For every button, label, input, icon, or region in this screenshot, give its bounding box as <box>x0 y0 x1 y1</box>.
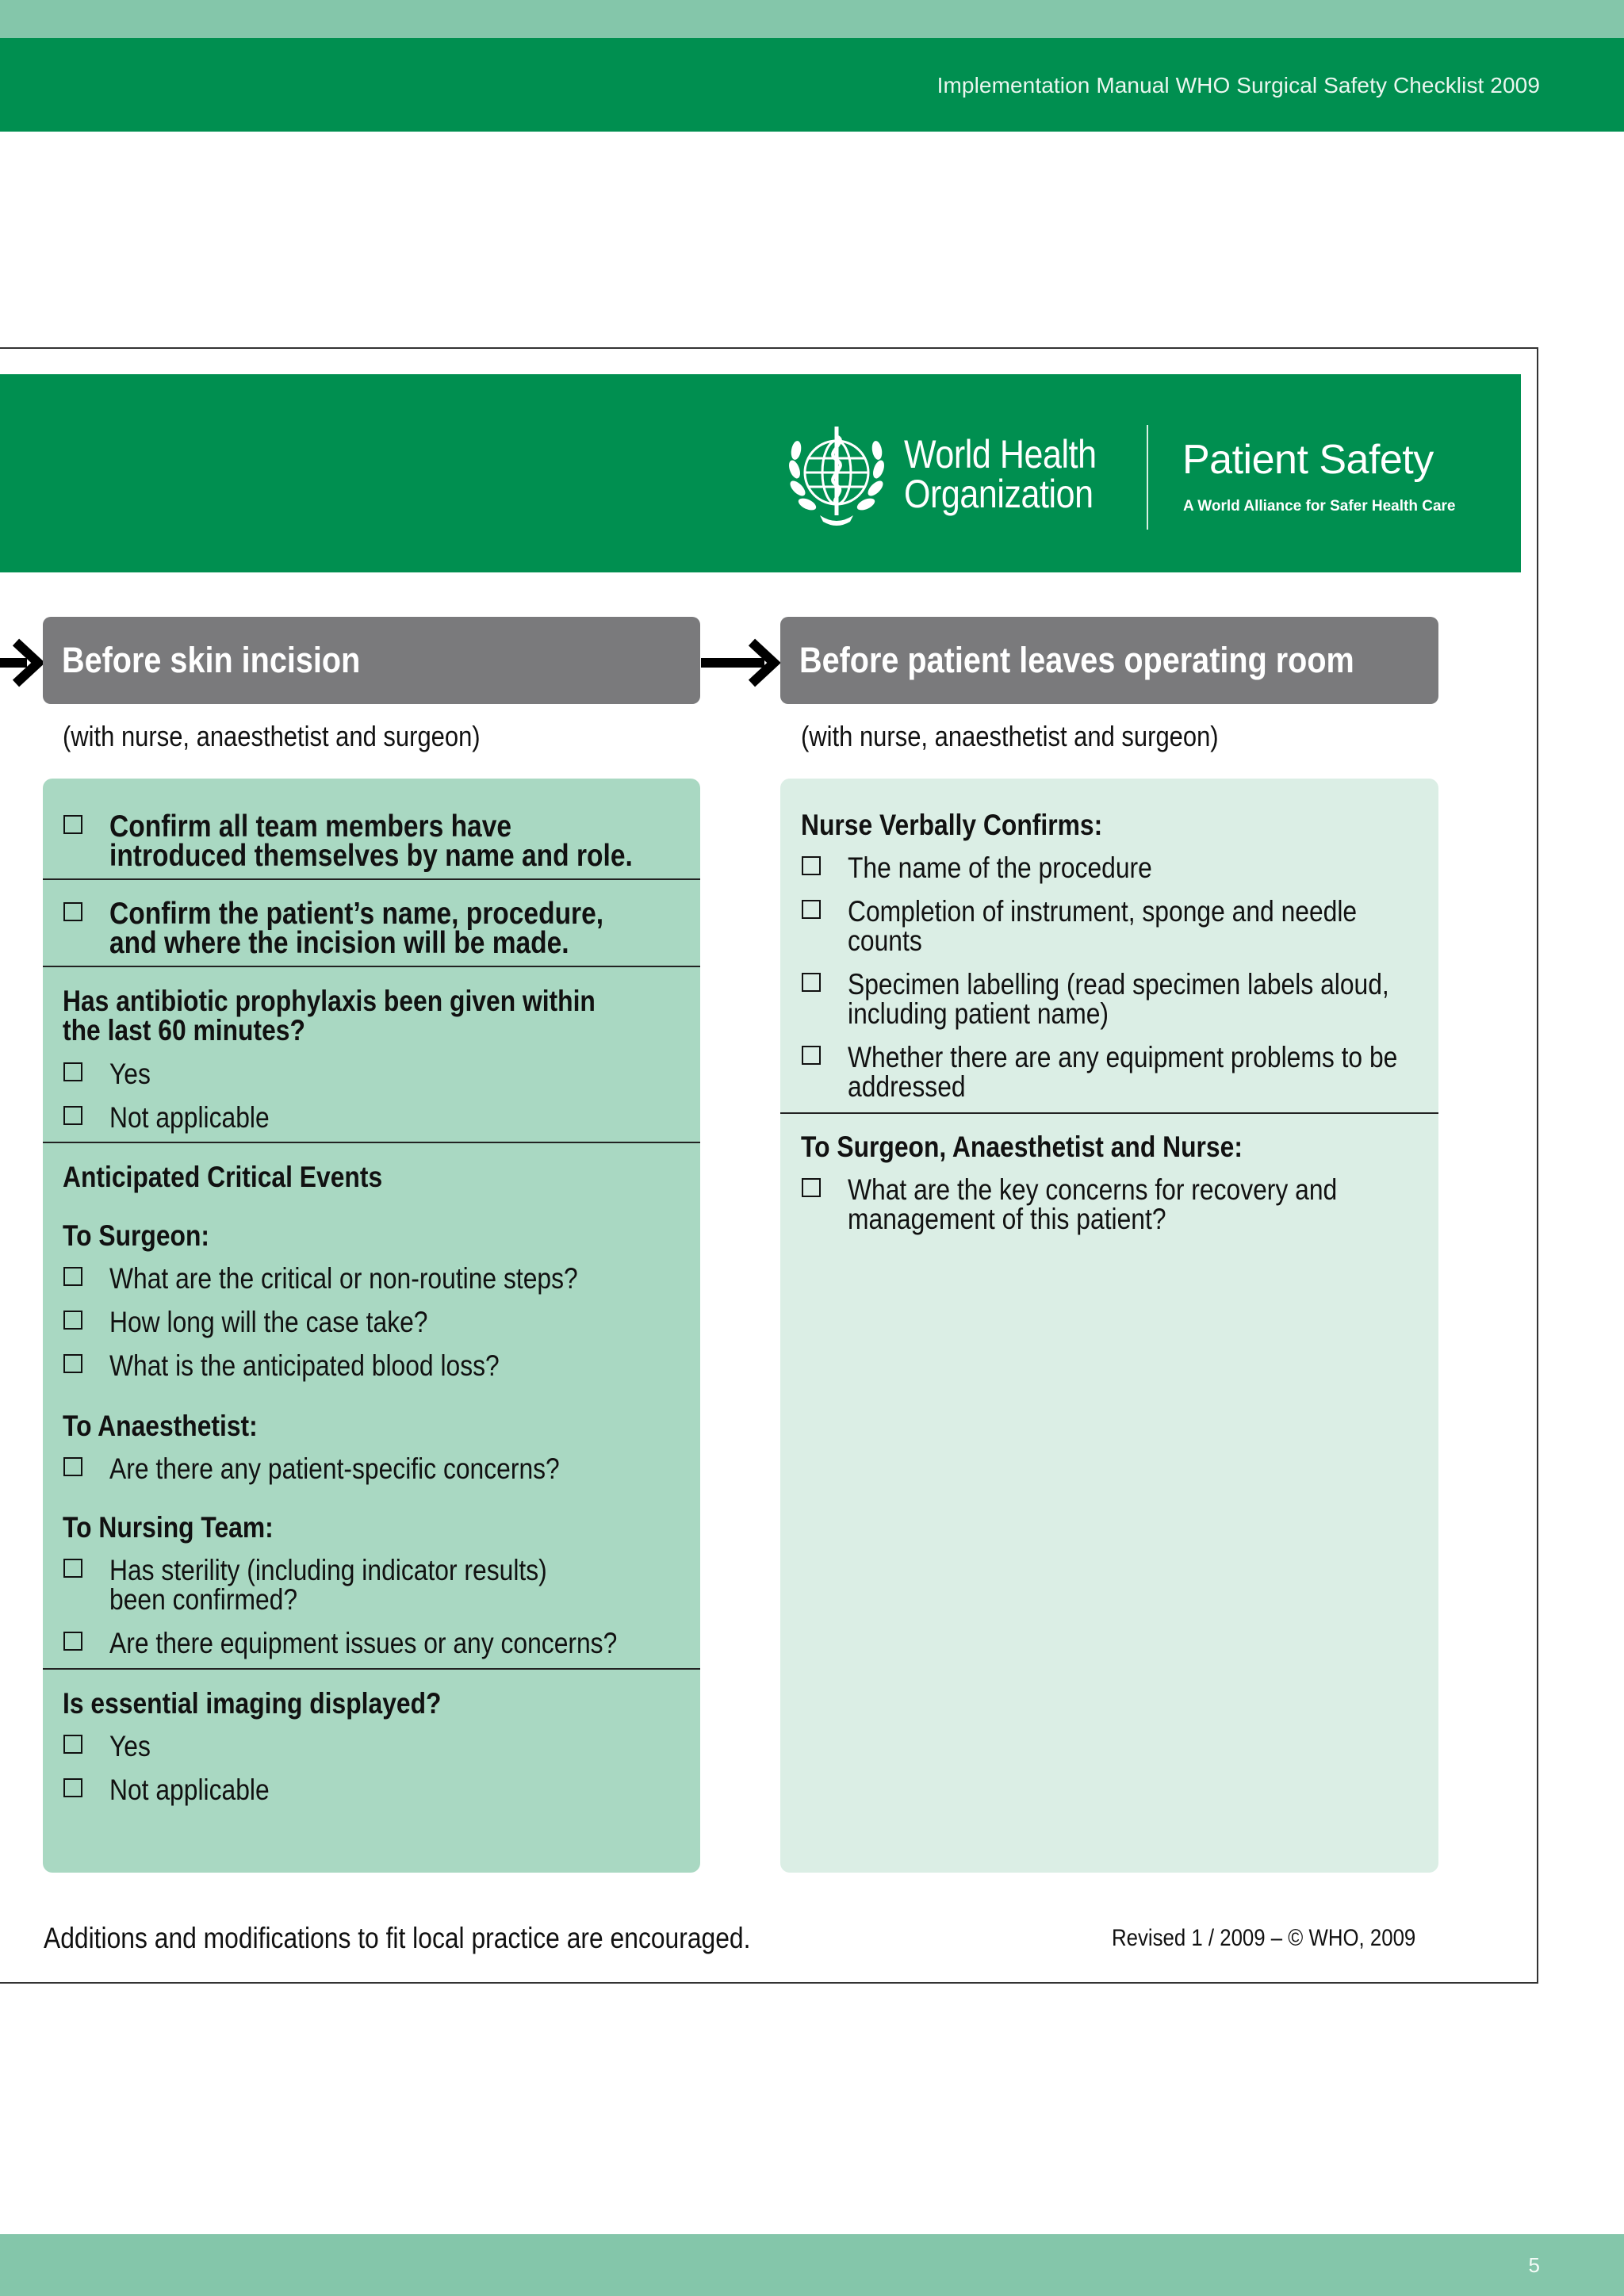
nursing-question: Are there equipment issues or any concerns? <box>109 1627 618 1659</box>
checkbox-icon[interactable] <box>802 1046 821 1065</box>
surgeon-question: What are the critical or non-routine steps? <box>109 1262 578 1295</box>
who-name-line2: Organization <box>904 472 1094 516</box>
page-number: 5 <box>1528 2253 1540 2277</box>
checkbox-icon[interactable] <box>63 1632 82 1651</box>
nurse-item: Completion of instrument, sponge and needle counts <box>848 895 1358 957</box>
heading-nurse-confirms: Nurse Verbally Confirms: <box>801 809 1103 841</box>
footer-band <box>0 2234 1624 2296</box>
checkbox-icon[interactable] <box>63 815 82 834</box>
top-strip <box>0 0 1624 38</box>
team-item: What are the key concerns for recovery and management of this patient? <box>848 1173 1338 1235</box>
section-divider <box>43 966 700 967</box>
option-yes: Yes <box>109 1730 151 1762</box>
who-emblem-icon <box>779 422 894 533</box>
who-name-line1: World Health <box>904 432 1097 476</box>
nurse-item: The name of the procedure <box>848 851 1152 884</box>
anaesthetist-question: Are there any patient-specific concerns? <box>109 1452 560 1485</box>
footer-note: Additions and modifications to fit local practice are encouraged. <box>44 1922 751 1954</box>
column-subtitle: (with nurse, anaesthetist and surgeon) <box>801 720 1219 752</box>
section-divider <box>780 1112 1438 1114</box>
question-antibiotic: Has antibiotic prophylaxis been given within the last 60 minutes? <box>63 985 596 1047</box>
manual-title: Implementation Manual WHO Surgical Safety Checklist 2009 <box>936 73 1540 98</box>
heading-to-anaesthetist: To Anaesthetist: <box>63 1410 258 1442</box>
checkbox-icon[interactable] <box>63 1559 82 1578</box>
heading-to-nursing-team: To Nursing Team: <box>63 1511 274 1544</box>
section-divider <box>43 1668 700 1670</box>
option-yes: Yes <box>109 1058 151 1090</box>
arrow-right-icon <box>0 637 43 688</box>
column-header-before-leaving <box>780 617 1438 704</box>
checkbox-icon[interactable] <box>63 1267 82 1286</box>
column-subtitle: (with nurse, anaesthetist and surgeon) <box>63 720 481 752</box>
heading-team: To Surgeon, Anaesthetist and Nurse: <box>801 1131 1243 1163</box>
section-divider <box>43 878 700 880</box>
checkbox-icon[interactable] <box>63 1106 82 1125</box>
checkbox-icon[interactable] <box>63 1735 82 1754</box>
heading-critical-events: Anticipated Critical Events <box>63 1161 383 1193</box>
option-not-applicable: Not applicable <box>109 1774 270 1806</box>
option-not-applicable: Not applicable <box>109 1101 270 1134</box>
section-divider <box>43 1142 700 1143</box>
checkbox-icon[interactable] <box>63 902 82 921</box>
patient-safety-title: Patient Safety <box>1182 437 1434 483</box>
nursing-question: Has sterility (including indicator results) been confirmed? <box>109 1554 547 1616</box>
nurse-item: Whether there are any equipment problems to be addressed <box>848 1041 1398 1103</box>
checkbox-icon[interactable] <box>802 973 821 992</box>
heading-to-surgeon: To Surgeon: <box>63 1219 210 1252</box>
column-title: Before skin incision <box>62 640 361 680</box>
arrow-right-icon <box>701 637 780 688</box>
checkbox-icon[interactable] <box>802 900 821 919</box>
checkbox-icon[interactable] <box>63 1778 82 1797</box>
checkbox-icon[interactable] <box>802 1178 821 1197</box>
checkbox-icon[interactable] <box>63 1311 82 1330</box>
who-name <box>904 434 1097 514</box>
column-title: Before patient leaves operating room <box>799 640 1354 680</box>
checkbox-icon[interactable] <box>63 1354 82 1373</box>
surgeon-question: How long will the case take? <box>109 1306 428 1338</box>
column-header-before-incision <box>43 617 700 704</box>
checkbox-icon[interactable] <box>63 1457 82 1476</box>
question-imaging: Is essential imaging displayed? <box>63 1687 442 1720</box>
nurse-item: Specimen labelling (read specimen labels aloud, including patient name) <box>848 968 1389 1030</box>
item-patient-procedure: Confirm the patient’s name, procedure, and where the incision will be made. <box>109 897 604 960</box>
surgeon-question: What is the anticipated blood loss? <box>109 1349 500 1382</box>
item-team-intro: Confirm all team members have introduced themselves by name and role. <box>109 809 633 873</box>
patient-safety-subtitle: A World Alliance for Safer Health Care <box>1183 498 1456 515</box>
checkbox-icon[interactable] <box>802 856 821 875</box>
revision-note: Revised 1 / 2009 – © WHO, 2009 <box>1112 1925 1416 1951</box>
checkbox-icon[interactable] <box>63 1062 82 1081</box>
banner-divider <box>1147 425 1148 530</box>
